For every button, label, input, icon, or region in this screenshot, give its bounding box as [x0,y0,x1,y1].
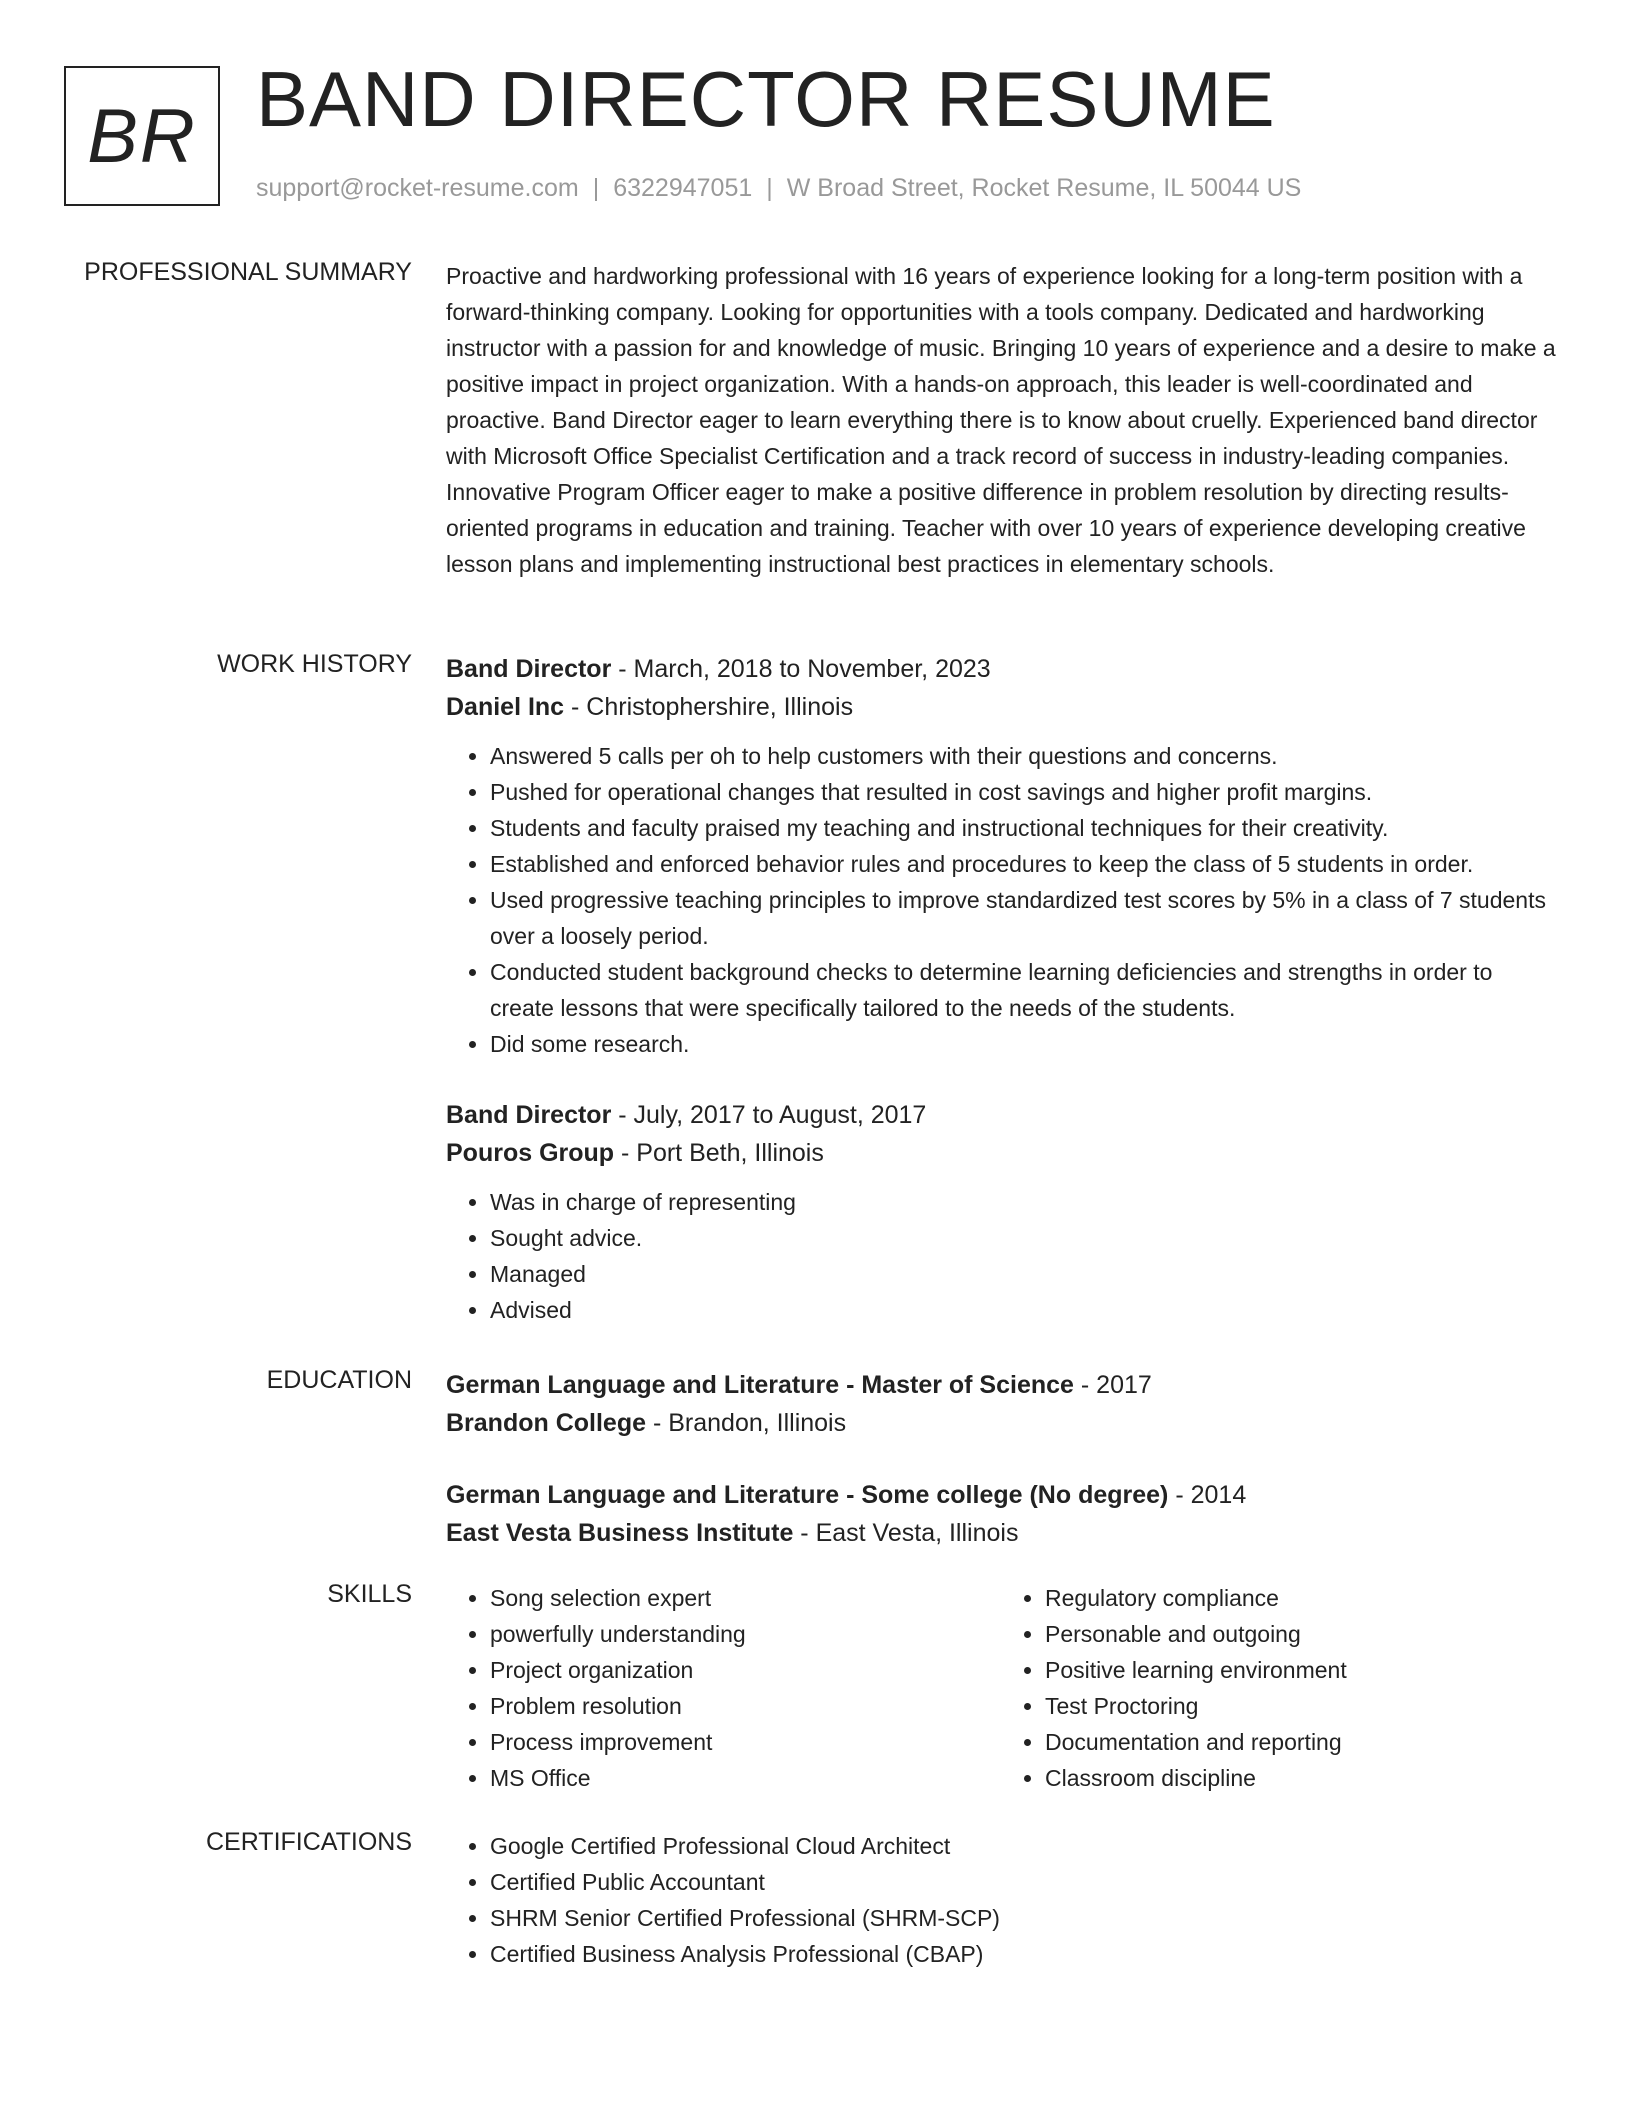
degree-year: - 2017 [1073,1371,1152,1399]
school-location: - Brandon, Illinois [646,1409,847,1437]
certification-item: • Google Certified Professional Cloud Architect [490,1828,1556,1864]
degree: German Language and Literature - Some college (No degree) [446,1481,1169,1509]
job-dates: - July, 2017 to August, 2017 [611,1101,927,1129]
certifications-content [446,1828,1556,1972]
degree-line [446,1476,1556,1514]
work-history-label: WORK HISTORY [217,650,412,678]
job-bullet: • Did some research. [490,1026,1556,1062]
job-bullet: • Used progressive teaching principles to improve standardized test scores by 5% in a class of 7 students over a loosely period. [490,882,1556,954]
summary-label: PROFESSIONAL SUMMARY [84,258,412,286]
job-location: - Port Beth, Illinois [614,1139,824,1167]
job-bullet: • Answered 5 calls per oh to help customers with their questions and concerns. [490,738,1556,774]
skill-item: • Project organization [490,1652,1001,1688]
education-label: EDUCATION [266,1366,412,1394]
skill-item: • MS Office [490,1760,1001,1796]
job-bullet: • Managed [490,1256,1556,1292]
school-line [446,1514,1556,1552]
job-bullets [446,1184,1556,1328]
contact-separator: | [766,174,773,202]
degree-line [446,1366,1556,1404]
education-entry [446,1476,1556,1552]
skill-item: • powerfully understanding [490,1616,1001,1652]
job-dates: - March, 2018 to November, 2023 [611,655,991,683]
skills-list-right [1001,1580,1556,1796]
job-title: Band Director [446,655,612,683]
school-location: - East Vesta, Illinois [793,1519,1019,1547]
certification-item: • SHRM Senior Certified Professional (SHRM-SCP) [490,1900,1556,1936]
summary-text: Proactive and hardworking professional with 16 years of experience looking for a long-term position with a forward-thinking company. Looking for opportunities with a tools company. Dedicated and hardworking instructor with a passion for and knowledge of music. Bringing 10 years of experience and a desire to make a positive impact in project organization. With a hands-on approach, this leader is well-coordinated and proactive. Band Director eager to learn everything there is to know about cruelly. Experienced band director with Microsoft Office Specialist Certification and a track record of success in industry-leading companies. Innovative Program Officer eager to make a positive difference in problem resolution by directing results-oriented programs in education and training. Teacher with over 10 years of experience developing creative lesson plans and implementing instructional best practices in elementary schools. [446,263,1556,577]
job-bullet: • Established and enforced behavior rules and procedures to keep the class of 5 students in order. [490,846,1556,882]
skill-item: • Personable and outgoing [1045,1616,1556,1652]
certification-item: • Certified Public Accountant [490,1864,1556,1900]
school: East Vesta Business Institute [446,1519,794,1547]
certifications-label: CERTIFICATIONS [205,1828,412,1856]
job-title-line [446,1096,1556,1134]
degree-year: - 2014 [1168,1481,1247,1509]
job-bullet: • Conducted student background checks to determine learning deficiencies and strengths in order to create lessons that were specifically tailored to the needs of the students. [490,954,1556,1026]
certifications-list [446,1828,1556,1972]
work-history-content [446,650,1556,1328]
job-bullet: • Was in charge of representing [490,1184,1556,1220]
skill-item: • Song selection expert [490,1580,1001,1616]
monogram-box [64,66,220,206]
monogram-initials: BR [87,93,197,179]
skills-label: SKILLS [327,1580,412,1608]
job-company: Pouros Group [446,1139,615,1167]
job-company-line [446,1134,1556,1172]
contact-line [256,174,1301,203]
skill-item: • Classroom discipline [1045,1760,1556,1796]
skill-item: • Positive learning environment [1045,1652,1556,1688]
skill-item: • Documentation and reporting [1045,1724,1556,1760]
contact-address: W Broad Street, Rocket Resume, IL 50044 US [786,174,1302,202]
job-bullet: • Sought advice. [490,1220,1556,1256]
skills-list-left [446,1580,1001,1796]
job-location: - Christophershire, Illinois [564,693,854,721]
skill-item: • Process improvement [490,1724,1001,1760]
education-entry [446,1366,1556,1442]
skill-item: • Test Proctoring [1045,1688,1556,1724]
school-line [446,1404,1556,1442]
education-content [446,1366,1556,1552]
job-title: Band Director [446,1101,612,1129]
certification-item: • Certified Business Analysis Professional (CBAP) [490,1936,1556,1972]
job-company: Daniel Inc [446,693,565,721]
skill-item: • Regulatory compliance [1045,1580,1556,1616]
job-company-line [446,688,1556,726]
resume-title: BAND DIRECTOR RESUME [256,55,1276,143]
job-entry [446,1096,1556,1328]
school: Brandon College [446,1409,647,1437]
job-bullet: • Advised [490,1292,1556,1328]
contact-email: support@rocket-resume.com [256,174,579,202]
job-title-line [446,650,1556,688]
job-bullets [446,738,1556,1062]
summary-content [446,258,1556,582]
job-bullet: • Pushed for operational changes that resulted in cost savings and higher profit margins. [490,774,1556,810]
job-bullet: • Students and faculty praised my teaching and instructional techniques for their creativity. [490,810,1556,846]
degree: German Language and Literature - Master of Science [446,1371,1074,1399]
job-entry [446,650,1556,1062]
skills-content [446,1580,1556,1796]
contact-separator: | [592,174,600,202]
skill-item: • Problem resolution [490,1688,1001,1724]
contact-phone: 6322947051 [613,174,753,202]
